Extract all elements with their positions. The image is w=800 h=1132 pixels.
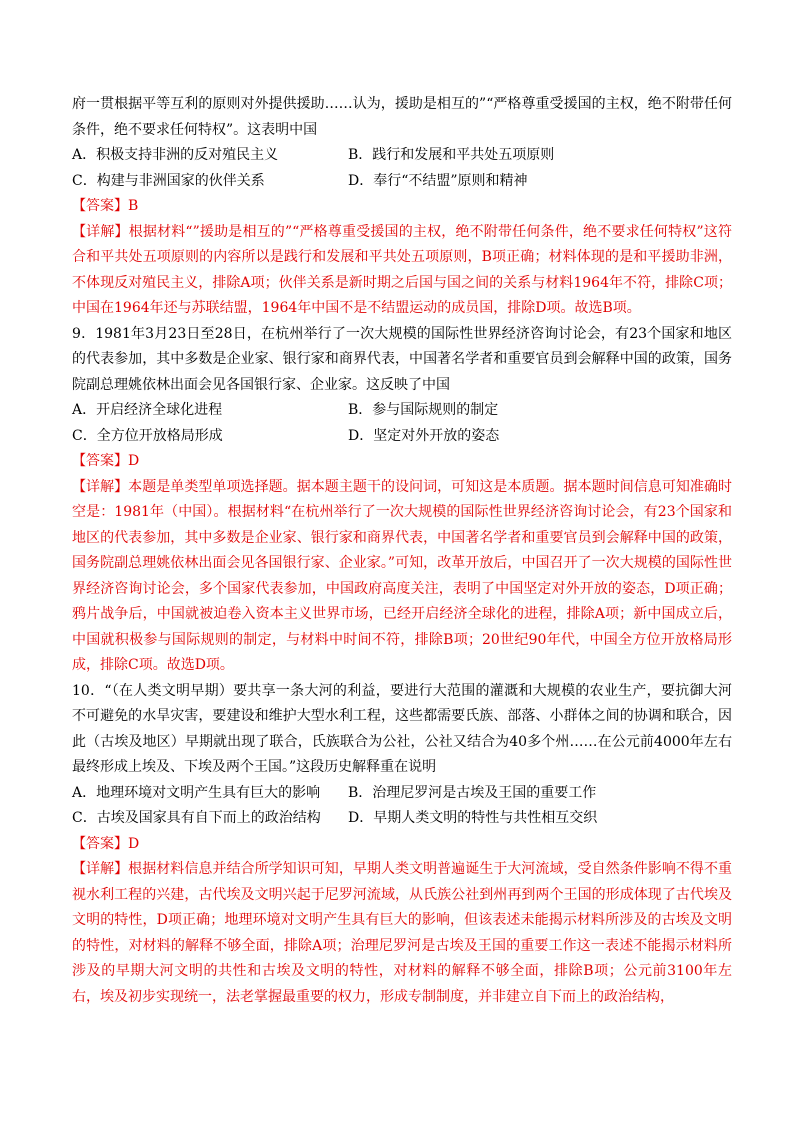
option-a: A．地理环境对文明产生具有巨大的影响 — [72, 784, 321, 801]
option-c: C．全方位开放格局形成 — [72, 427, 223, 444]
question-9 — [72, 322, 732, 679]
question-8-answer: 【答案】B — [72, 198, 139, 214]
document-page — [72, 92, 732, 1010]
question-10-options — [72, 781, 732, 832]
option-a: A．开启经济全球化进程 — [72, 402, 223, 418]
question-10-stem: 10．“（在人类文明早期）要共享一条大河的利益，要进行大范围的灌溉和大规模的农业生产，要抗御大河不可避免的水旱灾害，要建设和维护大型水利工程，这些都需要氏族、部落、小群体之间的协调和联合，因此（古埃及地区）早期就出现了联合，氏族联合为公社，公社又结合为40多个州……在公元前4000年左右最终形成上埃及、下埃及两个王国。”这段历史解释重在说明 — [72, 682, 732, 775]
option-b: B．参与国际规则的制定 — [348, 402, 499, 418]
question-9-stem: 9．1981年3月23日至28日，在杭州举行了一次大规模的国际性世界经济咨询讨论会，有23个国家和地区的代表参加，其中多数是企业家、银行家和商界代表，中国著名学者和重要官员到会解释中国的政策，国务院副总理姚依林出面会见各国银行家、企业家。这反映了中国 — [72, 325, 732, 393]
option-d: D．奉行“不结盟”原则和精神 — [348, 172, 528, 189]
question-9-options — [72, 398, 732, 449]
question-8-options — [72, 143, 732, 194]
question-10 — [72, 679, 732, 1011]
option-a: A．积极支持非洲的反对殖民主义 — [72, 147, 279, 163]
question-9-detail: 【详解】本题是单类型单项选择题。据本题主题干的设问词，可知这是本质题。据本题时间信息可知准确时空是：1981年（中国）。根据材料“在杭州举行了一次大规模的国际性世界经济咨询讨论会，有23个国家和地区的代表参加，其中多数是企业家、银行家和商界代表，中国著名学者和重要官员到会解释中国的政策，国务院副总理姚依林出面会见各国银行家、企业家。”可知，改革开放后，中国召开了一次大规模的国际性世界经济咨询讨论会，多个国家代表参加，中国政府高度关注，表明了中国坚定对外开放的姿态，D项正确；鸦片战争后，中国就被迫卷入资本主义世界市场，已经开启经济全球化的进程，排除A项；新中国成立后，中国就积极参与国际规则的制定，与材料中时间不符，排除B项；20世纪90年代，中国全方位开放格局形成，排除C项。故选D项。 — [72, 478, 732, 673]
question-9-answer: 【答案】D — [72, 453, 140, 469]
question-10-answer: 【答案】D — [72, 835, 140, 852]
option-c: C．古埃及国家具有自下而上的政治结构 — [72, 810, 321, 826]
option-b: B．践行和发展和平共处五项原则 — [348, 147, 555, 163]
option-c: C．构建与非洲国家的伙伴关系 — [72, 172, 265, 189]
option-b: B．治理尼罗河是古埃及王国的重要工作 — [348, 784, 597, 801]
option-d: D．坚定对外开放的姿态 — [348, 427, 500, 444]
question-10-detail: 【详解】根据材料信息并结合所学知识可知，早期人类文明普遍诞生于大河流域，受自然条件影响不得不重视水利工程的兴建，古代埃及文明兴起于尼罗河流域，从氏族公社到州再到两个王国的形成体现了古代埃及文明的特性，D项正确；地理环境对文明产生具有巨大的影响，但该表述未能揭示材料所涉及的古埃及文明的特性，对材料的解释不够全面，排除A项；治理尼罗河是古埃及王国的重要工作这一表述不能揭示材料所涉及的早期大河文明的共性和古埃及文明的特性，对材料的解释不够全面，排除B项；公元前3100年左右，埃及初步实现统一，法老掌握最重要的权力，形成专制制度，并非建立自下而上的政治结构， — [72, 861, 732, 1005]
option-d: D．早期人类文明的特性与共性相互交织 — [348, 810, 598, 826]
question-8-stem: 府一贯根据平等互利的原则对外提供援助……认为，援助是相互的”“严格尊重受援国的主权，绝不附带任何条件，绝不要求任何特权”。这表明中国 — [72, 96, 732, 138]
question-8 — [72, 92, 732, 322]
question-8-detail: 【详解】根据材料“”援助是相互的”“严格尊重受援国的主权，绝不附带任何条件，绝不要求任何特权”这符合和平共处五项原则的内容所以是践行和发展和平共处五项原则，B项正确；材料体现的是和平援助非洲，不体现反对殖民主义，排除A项；伙伴关系是新时期之后国与国之间的关系与材料1964年不符，排除C项；中国在1964年还与苏联结盟，1964年中国不是不结盟运动的成员国，排除D项。故选B项。 — [72, 223, 732, 316]
